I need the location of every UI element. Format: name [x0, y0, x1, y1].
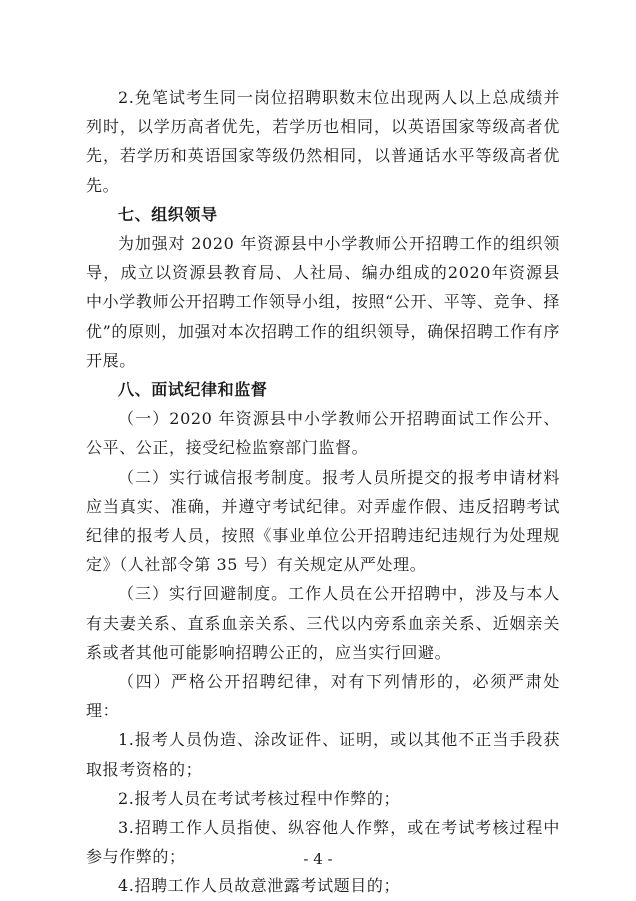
section-heading-organization: 七、组织领导: [118, 204, 218, 224]
list-item-staff-cheating: 3.招聘工作人员指使、纵容他人作弊，或在考试考核过程中参与作弊的；: [86, 818, 560, 867]
paragraph-integrity: （二）实行诚信报考制度。报考人员所提交的报考申请材料应当真实、准确，并遵守考试纪律。对弄虚作假、违反招聘考试纪律的报考人员，按照《事业单位公开招聘违纪违规行为处理规定》（人社部令第 35 号）有关规定从严处理。: [86, 467, 560, 575]
paragraph-tiebreak-rule: 2.免笔试考生同一岗位招聘职数末位出现两人以上总成绩并列时，以学历高者优先，若学历也相同，以英语国家等级高者优先，若学历和英语国家等级仍然相同，以普通话水平等级高者优先。: [86, 88, 560, 195]
section-heading-discipline: 八、面试纪律和监督: [118, 380, 268, 400]
paragraph-recusal: （三）实行回避制度。工作人员在公开招聘中，涉及与本人有夫妻关系、直系血亲关系、三代以内旁系血亲关系、近姻亲关系或者其他可能影响招聘公正的，应当实行回避。: [86, 584, 560, 662]
page-number: - 4 -: [303, 850, 333, 868]
paragraph-supervision: （一）2020 年资源县中小学教师公开招聘面试工作公开、公平、公正，接受纪检监察部门监督。: [86, 409, 560, 458]
paragraph-organization: 为加强对 2020 年资源县中小学教师公开招聘工作的组织领导，成立以资源县教育局、人社局、编办组成的2020年资源县中小学教师公开招聘工作领导小组，按照“公开、平等、竞争、择优”的原则，加强对本次招聘工作的组织领导，确保招聘工作有序开展。: [86, 234, 560, 370]
list-item-leak: 4.招聘工作人员故意泄露考试题目的；: [118, 876, 401, 896]
list-item-cheating: 2.报考人员在考试考核过程中作弊的；: [118, 788, 401, 808]
paragraph-discipline-intro: （四）严格公开招聘纪律，对有下列情形的，必须严肃处理：: [86, 672, 560, 721]
document-body: [86, 83, 560, 901]
list-item-forgery: 1.报考人员伪造、涂改证件、证明，或以其他不正当手段获取报考资格的；: [86, 730, 560, 779]
